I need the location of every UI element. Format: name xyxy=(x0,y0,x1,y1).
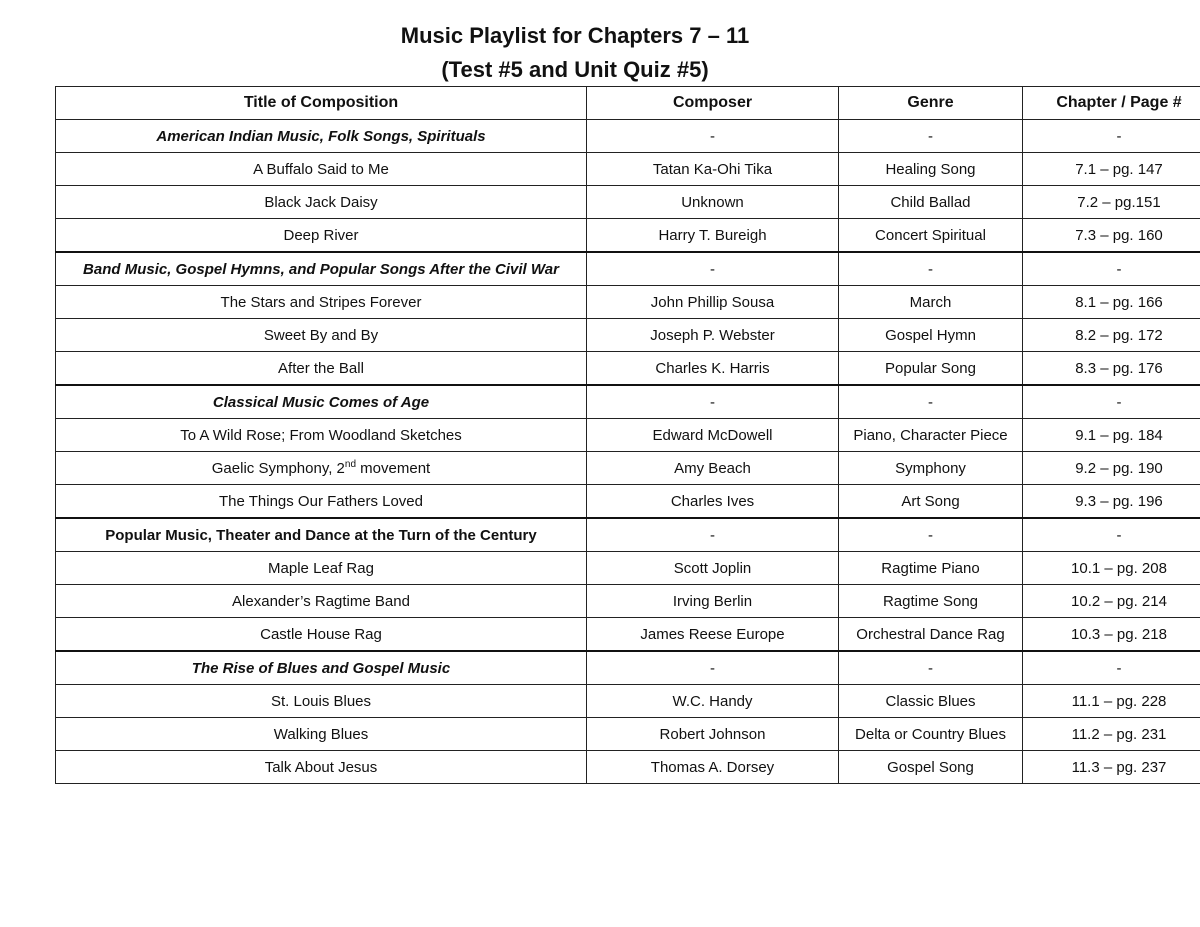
genre-cell: Ragtime Song xyxy=(839,585,1023,618)
composer-cell: - xyxy=(587,120,839,153)
chapter-page-cell: 9.1 – pg. 184 xyxy=(1023,419,1200,452)
title-text: Gaelic Symphony, 2 xyxy=(211,459,345,477)
section-row xyxy=(56,518,1200,552)
header-chapter-page: Chapter / Page # xyxy=(1023,87,1200,120)
section-row xyxy=(56,120,1200,153)
chapter-page-cell: - xyxy=(1023,252,1200,286)
title-cell: Talk About Jesus xyxy=(56,751,587,784)
header-composer: Composer xyxy=(587,87,839,120)
chapter-page-cell: 10.3 – pg. 218 xyxy=(1023,618,1200,652)
genre-cell: Piano, Character Piece xyxy=(839,419,1023,452)
title-cell: To A Wild Rose; From Woodland Sketches xyxy=(56,419,587,452)
genre-cell: - xyxy=(839,252,1023,286)
chapter-page-cell: 11.3 – pg. 237 xyxy=(1023,751,1200,784)
genre-cell: Art Song xyxy=(839,485,1023,519)
title-cell: Sweet By and By xyxy=(56,319,587,352)
title-cell: St. Louis Blues xyxy=(56,685,587,718)
title-cell: Band Music, Gospel Hymns, and Popular Songs After the Civil War xyxy=(56,252,587,286)
composer-cell: Joseph P. Webster xyxy=(587,319,839,352)
header-title: Title of Composition xyxy=(56,87,587,120)
chapter-page-cell: 7.3 – pg. 160 xyxy=(1023,219,1200,253)
genre-cell: - xyxy=(839,120,1023,153)
chapter-page-cell: 8.2 – pg. 172 xyxy=(1023,319,1200,352)
document-title: Music Playlist for Chapters 7 – 11 xyxy=(400,23,750,48)
genre-cell: Symphony xyxy=(839,452,1023,485)
table-row xyxy=(56,153,1200,186)
composer-cell: - xyxy=(587,252,839,286)
genre-cell: Classic Blues xyxy=(839,685,1023,718)
chapter-page-cell: 10.2 – pg. 214 xyxy=(1023,585,1200,618)
title-cell: The Rise of Blues and Gospel Music xyxy=(56,651,587,685)
composer-cell: - xyxy=(587,385,839,419)
genre-cell: Gospel Hymn xyxy=(839,319,1023,352)
section-row xyxy=(56,385,1200,419)
chapter-page-cell: 7.1 – pg. 147 xyxy=(1023,153,1200,186)
composer-cell: Thomas A. Dorsey xyxy=(587,751,839,784)
title-cell: After the Ball xyxy=(56,352,587,386)
genre-cell: Healing Song xyxy=(839,153,1023,186)
composer-cell: James Reese Europe xyxy=(587,618,839,652)
title-text-rest: movement xyxy=(356,459,431,477)
composer-cell: W.C. Handy xyxy=(587,685,839,718)
chapter-page-cell: - xyxy=(1023,120,1200,153)
chapter-page-cell: 11.1 – pg. 228 xyxy=(1023,685,1200,718)
chapter-page-cell: 11.2 – pg. 231 xyxy=(1023,718,1200,751)
document-subtitle: (Test #5 and Unit Quiz #5) xyxy=(441,57,709,82)
title-cell: Popular Music, Theater and Dance at the Turn of the Century xyxy=(56,518,587,552)
title-cell: Alexander’s Ragtime Band xyxy=(56,585,587,618)
genre-cell: March xyxy=(839,286,1023,319)
chapter-page-cell: 9.3 – pg. 196 xyxy=(1023,485,1200,519)
table-row xyxy=(56,618,1200,652)
table-row xyxy=(56,186,1200,219)
genre-cell: Popular Song xyxy=(839,352,1023,386)
composer-cell: - xyxy=(587,651,839,685)
title-cell: Deep River xyxy=(56,219,587,253)
composer-cell: Edward McDowell xyxy=(587,419,839,452)
chapter-page-cell: 10.1 – pg. 208 xyxy=(1023,552,1200,585)
title-cell: The Things Our Fathers Loved xyxy=(56,485,587,519)
table-body xyxy=(56,120,1200,784)
composer-cell: - xyxy=(587,518,839,552)
genre-cell: - xyxy=(839,385,1023,419)
genre-cell: Child Ballad xyxy=(839,186,1023,219)
composer-cell: Charles K. Harris xyxy=(587,352,839,386)
chapter-page-cell: 8.1 – pg. 166 xyxy=(1023,286,1200,319)
genre-cell: Gospel Song xyxy=(839,751,1023,784)
composer-cell: Irving Berlin xyxy=(587,585,839,618)
title-cell: Black Jack Daisy xyxy=(56,186,587,219)
genre-cell: Concert Spiritual xyxy=(839,219,1023,253)
composer-cell: Charles Ives xyxy=(587,485,839,519)
title-cell: The Stars and Stripes Forever xyxy=(56,286,587,319)
header-genre: Genre xyxy=(839,87,1023,120)
composer-cell: John Phillip Sousa xyxy=(587,286,839,319)
composer-cell: Unknown xyxy=(587,186,839,219)
genre-cell: Ragtime Piano xyxy=(839,552,1023,585)
chapter-page-cell: 8.3 – pg. 176 xyxy=(1023,352,1200,386)
ordinal-superscript: nd xyxy=(344,458,357,470)
table-row xyxy=(56,552,1200,585)
chapter-page-cell: - xyxy=(1023,651,1200,685)
chapter-page-cell: 7.2 – pg.151 xyxy=(1023,186,1200,219)
composer-cell: Tatan Ka-Ohi Tika xyxy=(587,153,839,186)
table-row xyxy=(56,219,1200,253)
chapter-page-cell: - xyxy=(1023,385,1200,419)
table-row xyxy=(56,286,1200,319)
section-row xyxy=(56,651,1200,685)
table-row xyxy=(56,319,1200,352)
genre-cell: - xyxy=(839,651,1023,685)
title-cell: Walking Blues xyxy=(56,718,587,751)
genre-cell: Orchestral Dance Rag xyxy=(839,618,1023,652)
playlist-table xyxy=(55,86,1200,784)
table-row xyxy=(56,585,1200,618)
genre-cell: - xyxy=(839,518,1023,552)
title-cell xyxy=(56,452,587,485)
title-cell: Castle House Rag xyxy=(56,618,587,652)
chapter-page-cell: 9.2 – pg. 190 xyxy=(1023,452,1200,485)
composer-cell: Amy Beach xyxy=(587,452,839,485)
table-row xyxy=(56,419,1200,452)
table-row xyxy=(56,452,1200,485)
section-row xyxy=(56,252,1200,286)
chapter-page-cell: - xyxy=(1023,518,1200,552)
table-row xyxy=(56,685,1200,718)
title-cell: American Indian Music, Folk Songs, Spirituals xyxy=(56,120,587,153)
composer-cell: Robert Johnson xyxy=(587,718,839,751)
genre-cell: Delta or Country Blues xyxy=(839,718,1023,751)
composer-cell: Scott Joplin xyxy=(587,552,839,585)
table-row xyxy=(56,352,1200,386)
table-row xyxy=(56,718,1200,751)
title-cell: A Buffalo Said to Me xyxy=(56,153,587,186)
title-cell: Classical Music Comes of Age xyxy=(56,385,587,419)
table-row xyxy=(56,485,1200,519)
table-header-row xyxy=(56,87,1200,120)
composer-cell: Harry T. Bureigh xyxy=(587,219,839,253)
table-row xyxy=(56,751,1200,784)
title-cell: Maple Leaf Rag xyxy=(56,552,587,585)
